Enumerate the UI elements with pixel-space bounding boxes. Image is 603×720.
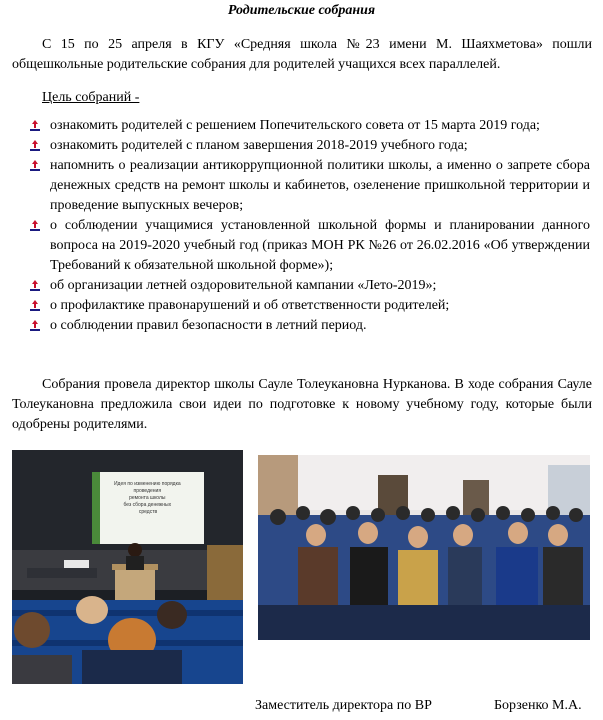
list-item <box>28 136 590 156</box>
list-item <box>28 216 590 276</box>
list-item-text: ознакомить родителей с планом завершения 2018-2019 учебного года; <box>50 138 468 153</box>
list-item <box>28 116 590 136</box>
slide-text: Идея по изменению порядка проведения ремонта школы без сбора денежных средств <box>113 481 181 515</box>
goals-list <box>28 116 590 336</box>
bullet-arrow-icon <box>28 299 42 313</box>
bullet-arrow-icon <box>28 319 42 333</box>
photo-audience <box>258 455 590 640</box>
bullet-arrow-icon <box>28 139 42 153</box>
goal-heading: Цель собраний - <box>42 90 140 105</box>
page-title: Родительские собрания <box>227 3 376 18</box>
intro-paragraph: С 15 по 25 апреля в КГУ «Средняя школа №23 имени М. Шаяхметова» пошли общешкольные родительские собрания для родителей учащихся всех параллелей. <box>12 37 592 72</box>
list-item-text: об организации летней оздоровительной кампании «Лето-2019»; <box>50 278 437 293</box>
list-item-text: о соблюдении учащимися установленной школьной формы и планировании данного вопроса на 2019-2020 учебный год (приказ МОН РК №26 от 26.02.2016 «Об утверждении Требований к обязательной школьной форме»); <box>50 218 590 273</box>
list-item-text: ознакомить родителей с решением Попечительского совета от 15 марта 2019 года; <box>50 118 540 133</box>
photo-presentation <box>12 450 243 684</box>
signature-name: Борзенко М.А. <box>494 698 582 713</box>
summary-paragraph: Собрания провела директор школы Сауле Толеукановна Нурканова. В ходе собрания Сауле Толеукановна предложила свои идеи по подготовке к новому учебному году, которые были одобрены родителями. <box>12 377 592 432</box>
bullet-arrow-icon <box>28 279 42 293</box>
list-item <box>28 276 590 296</box>
list-item <box>28 316 590 336</box>
bullet-arrow-icon <box>28 159 42 173</box>
list-item-text: о профилактике правонарушений и об ответственности родителей; <box>50 298 450 313</box>
list-item-text: о соблюдении правил безопасности в летний период. <box>50 318 367 333</box>
bullet-arrow-icon <box>28 119 42 133</box>
signature-position: Заместитель директора по ВР <box>255 698 432 713</box>
list-item <box>28 156 590 216</box>
list-item-text: напомнить о реализации антикоррупционной политики школы, а именно о запрете сбора денежных средств на ремонт школы и кабинетов, озеленение пришкольной территории и проведение выпускных вечеров; <box>50 158 590 213</box>
bullet-arrow-icon <box>28 219 42 233</box>
list-item <box>28 296 590 316</box>
